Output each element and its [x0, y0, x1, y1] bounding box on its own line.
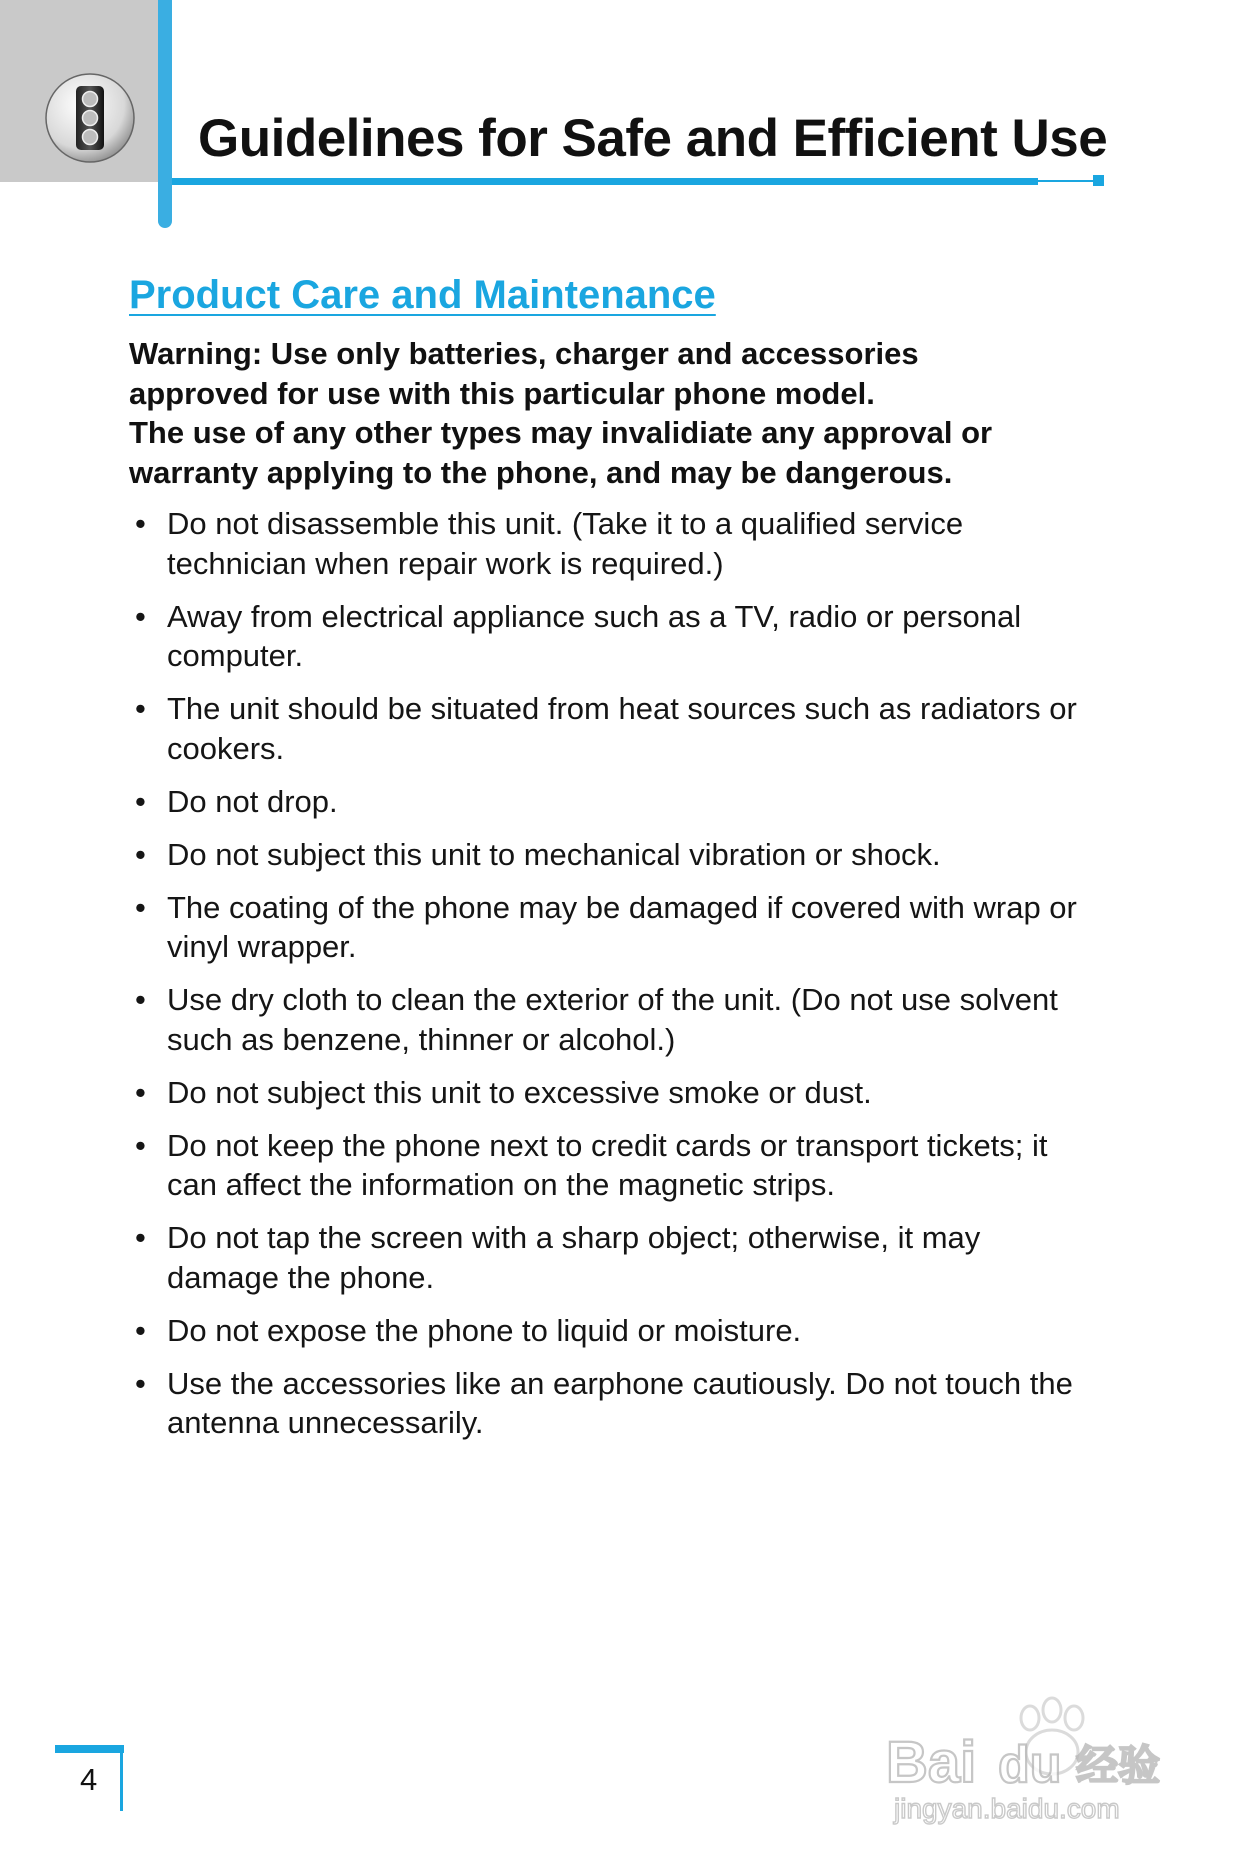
title-underline [172, 178, 1038, 185]
list-item: • Do not expose the phone to liquid or moisture. [129, 1311, 1099, 1351]
title-underline-tail [1038, 180, 1096, 182]
baidu-watermark-logo [880, 1680, 1180, 1830]
section-heading: Product Care and Maintenance [129, 273, 716, 317]
list-item: • Do not disassemble this unit. (Take it to a qualified service technician when repair work is required.) [129, 504, 1099, 583]
list-item: • The coating of the phone may be damaged if covered with wrap or vinyl wrapper. [129, 888, 1099, 967]
list-item: • Do not subject this unit to mechanical vibration or shock. [129, 835, 1099, 875]
svg-text:Bai: Bai [886, 1730, 977, 1795]
page-number: 4 [80, 1762, 98, 1797]
footer-accent-bar [55, 1745, 124, 1753]
warning-line: approved for use with this particular phone model. [129, 375, 875, 411]
svg-text:经验: 经验 [1076, 1741, 1161, 1790]
svg-text:jingyan.baidu.com: jingyan.baidu.com [894, 1793, 1120, 1824]
list-item: • Do not drop. [129, 782, 1099, 822]
header-vertical-bar [158, 0, 172, 228]
warning-line: warranty applying to the phone, and may be dangerous. [129, 454, 953, 490]
warning-line: Warning: Use only batteries, charger and accessories [129, 336, 919, 371]
list-item: • Use the accessories like an earphone cautiously. Do not touch the antenna unnecessarily. [129, 1364, 1099, 1443]
list-item: • Do not keep the phone next to credit cards or transport tickets; it can affect the information on the magnetic strips. [129, 1126, 1099, 1205]
warning-paragraph [129, 334, 1099, 492]
title-underline-end-square [1093, 175, 1104, 186]
svg-text:du: du [998, 1736, 1062, 1794]
list-item: • Use dry cloth to clean the exterior of the unit. (Do not use solvent such as benzene, thinner or alcohol.) [129, 980, 1099, 1059]
list-item: • Do not tap the screen with a sharp object; otherwise, it may damage the phone. [129, 1218, 1099, 1297]
traffic-light-icon [44, 72, 136, 164]
care-guidelines-list [129, 504, 1099, 1443]
footer-accent-line [120, 1753, 123, 1811]
page-title: Guidelines for Safe and Efficient Use [198, 109, 1108, 168]
list-item: • Do not subject this unit to excessive smoke or dust. [129, 1073, 1099, 1113]
warning-line: The use of any other types may invalidiate any approval or [129, 415, 993, 450]
list-item: • Away from electrical appliance such as a TV, radio or personal computer. [129, 597, 1099, 676]
list-item: • The unit should be situated from heat sources such as radiators or cookers. [129, 689, 1099, 768]
content-area [129, 266, 1099, 1456]
